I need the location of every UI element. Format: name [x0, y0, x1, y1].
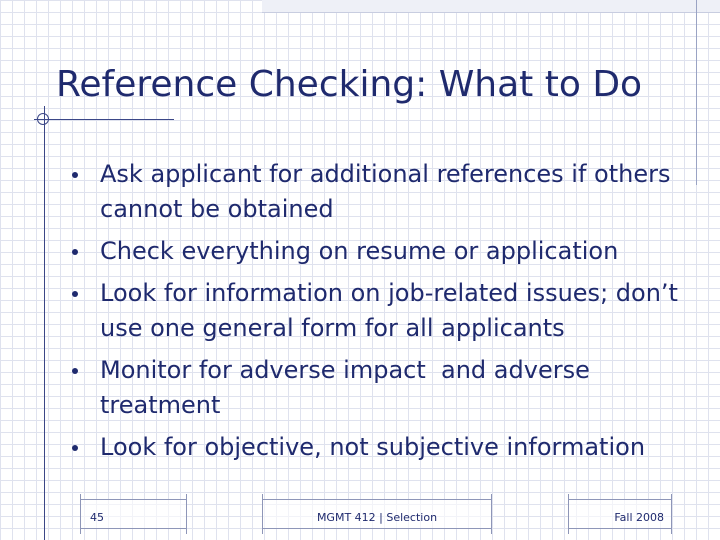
bullet-text: Monitor for adverse impact and adverse treatment: [100, 356, 598, 419]
footer-divider: [80, 494, 81, 534]
footer-divider: [186, 494, 187, 534]
bullet-item: [72, 157, 682, 227]
footer-divider: [568, 494, 569, 534]
footer-divider: [491, 494, 492, 534]
footer-page-number-box: [80, 499, 187, 529]
page-number: 45: [90, 511, 104, 524]
bullet-dot-icon: [72, 172, 78, 178]
bullet-text: Check everything on resume or application: [100, 237, 619, 265]
course-label: MGMT 412 | Selection: [316, 511, 438, 524]
footer-term-box: [568, 499, 672, 529]
footer-divider: [671, 494, 672, 534]
bullet-text: Look for objective, not subjective information: [100, 433, 646, 461]
title-underline: [34, 119, 174, 120]
bullet-dot-icon: [72, 368, 78, 374]
bullet-text: Look for information on job-related issues; don’t use one general form for all applicants: [100, 279, 678, 342]
bullet-item: [72, 353, 682, 423]
bullet-list: [72, 157, 682, 472]
right-decorative-line: [696, 0, 697, 185]
bullet-item: [72, 430, 682, 465]
term-label: Fall 2008: [614, 511, 664, 524]
bullet-item: [72, 276, 682, 346]
slide-title: Reference Checking: What to Do: [56, 64, 643, 105]
bullet-dot-icon: [72, 249, 78, 255]
left-decorative-line: [44, 106, 45, 540]
top-decorative-band: [262, 0, 720, 13]
crosshair-circle: [37, 113, 49, 125]
footer-course-box: [262, 499, 492, 529]
bullet-dot-icon: [72, 445, 78, 451]
bullet-text: Ask applicant for additional references if others cannot be obtained: [100, 160, 671, 223]
bullet-dot-icon: [72, 291, 78, 297]
bullet-item: [72, 234, 682, 269]
